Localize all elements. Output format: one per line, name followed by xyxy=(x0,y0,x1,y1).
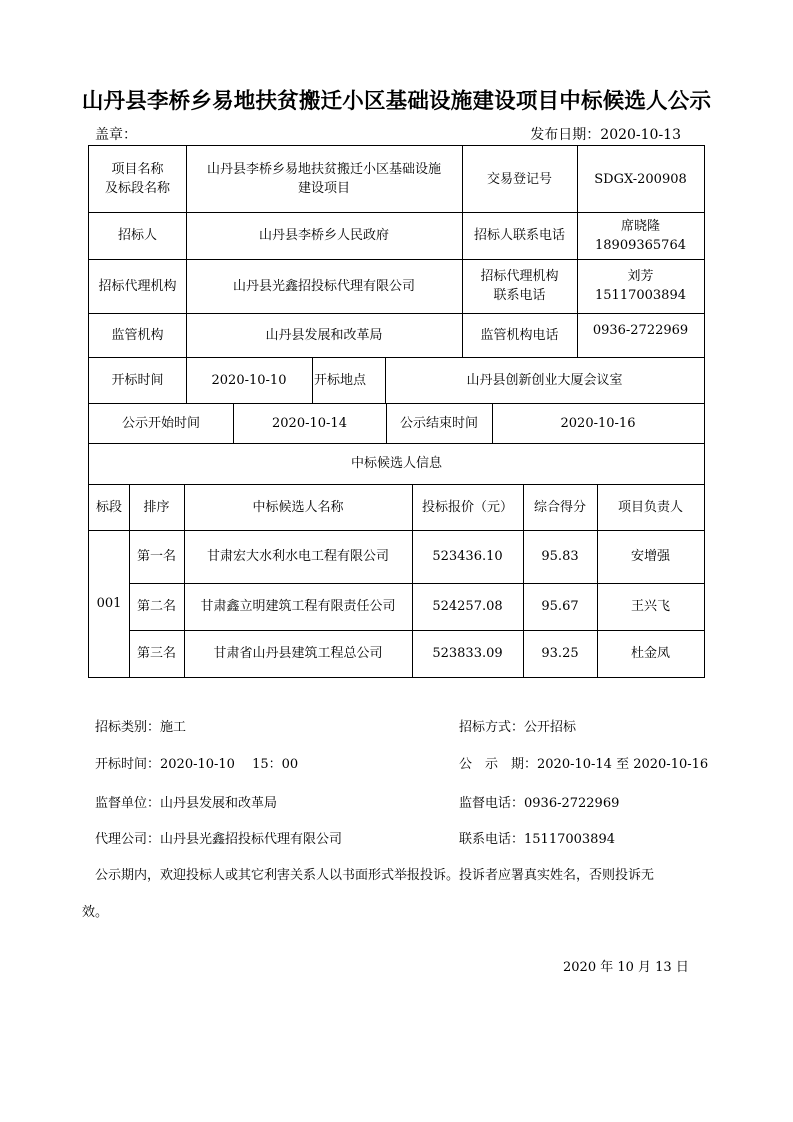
open-place-value: 山丹县创新创业大厦会议室 xyxy=(466,372,623,388)
agency-label: 招标代理机构 xyxy=(98,278,177,294)
tenderer-value: 山丹县李桥乡人民政府 xyxy=(258,228,389,243)
tenderer-label: 招标人 xyxy=(117,228,157,243)
candidate-manager: 王兴飞 xyxy=(630,599,670,614)
candidate-name: 甘肃宏大水利水电工程有限公司 xyxy=(206,549,389,564)
trade-reg-value: SDGX-200908 xyxy=(594,171,687,187)
trade-reg-label: 交易登记号 xyxy=(486,171,552,187)
publish-date: 发布日期：2020-10-13 xyxy=(530,127,681,143)
column-header: 投标报价（元） xyxy=(421,499,513,515)
column-header: 中标候选人名称 xyxy=(252,499,344,515)
agent-company: 代理公司：山丹县光鑫招投标代理有限公司 xyxy=(95,832,343,847)
candidate-manager: 杜金凤 xyxy=(630,646,670,661)
tender-type: 招标类别：施工 xyxy=(95,720,187,735)
column-header: 综合得分 xyxy=(533,499,586,515)
supervisor-label: 监管机构 xyxy=(111,327,164,343)
notice-text: 公示期内，欢迎投标人或其它利害关系人以书面形式举报投诉。投诉者应署真实姓名，否则投诉无 xyxy=(95,868,655,883)
notice-end-value: 2020-10-16 xyxy=(560,415,636,431)
open-time-label: 开标时间 xyxy=(111,372,164,388)
candidate-rank: 第二名 xyxy=(136,599,176,614)
candidate-rank: 第一名 xyxy=(136,549,176,564)
candidate-score: 95.83 xyxy=(541,549,579,564)
contact-phone: 联系电话：15117003894 xyxy=(459,832,615,847)
supervisor-phone-label: 监管机构电话 xyxy=(480,327,559,343)
footer-date: 2020 年 10 月 13 日 xyxy=(563,960,689,975)
supervisor-phone: 监督电话：0936-2722969 xyxy=(459,796,620,811)
tenderer-contact: 席晓隆 18909365764 xyxy=(595,218,686,253)
candidate-price: 523436.10 xyxy=(432,549,503,564)
open-time: 开标时间：2020-10-10 15：00 xyxy=(95,757,299,772)
tender-method: 招标方式：公开招标 xyxy=(459,720,577,735)
candidate-price: 524257.08 xyxy=(432,599,503,614)
agency-contact: 刘芳 15117003894 xyxy=(595,269,686,303)
candidate-name: 甘肃省山丹县建筑工程总公司 xyxy=(213,646,383,661)
tenderer-phone-label: 招标人联系电话 xyxy=(473,228,565,243)
open-time-value: 2020-10-10 xyxy=(211,372,287,388)
project-name-label: 项目名称 及标段名称 xyxy=(104,162,170,196)
candidate-name: 甘肃鑫立明建筑工程有限责任公司 xyxy=(200,599,396,614)
candidate-rank: 第三名 xyxy=(136,646,176,661)
supervisor-unit: 监督单位：山丹县发展和改革局 xyxy=(95,796,278,811)
open-place-label: 开标地点 xyxy=(314,372,367,388)
notice-start-value: 2020-10-14 xyxy=(272,415,347,431)
lot-number: 001 xyxy=(96,596,122,611)
column-header: 标段 xyxy=(95,499,122,515)
candidate-table xyxy=(88,145,705,678)
section-header: 中标候选人信息 xyxy=(350,456,442,471)
candidate-price: 523833.09 xyxy=(432,646,503,661)
supervisor-value: 山丹县发展和改革局 xyxy=(265,327,383,343)
candidate-score: 93.25 xyxy=(541,646,579,661)
candidate-manager: 安增强 xyxy=(630,549,670,564)
notice-start-label: 公示开始时间 xyxy=(121,415,200,431)
page-title: 山丹县李桥乡易地扶贫搬迁小区基础设施建设项目中标候选人公示 xyxy=(81,89,712,114)
seal-label: 盖章： xyxy=(95,127,137,143)
agency-phone-label: 招标代理机构 联系电话 xyxy=(480,269,559,303)
notice-period: 公 示 期：2020-10-14 至 2020-10-16 xyxy=(459,757,709,772)
column-header: 排序 xyxy=(143,499,170,515)
column-header: 项目负责人 xyxy=(617,499,683,515)
supervisor-phone-value: 0936-2722969 xyxy=(592,322,689,338)
project-name-value: 山丹县李桥乡易地扶贫搬迁小区基础设施 建设项目 xyxy=(206,162,441,196)
agency-value: 山丹县光鑫招投标代理有限公司 xyxy=(232,278,415,294)
notice-end-label: 公示结束时间 xyxy=(399,415,478,431)
notice-text-cont: 效。 xyxy=(82,905,109,920)
candidate-score: 95.67 xyxy=(541,599,579,614)
